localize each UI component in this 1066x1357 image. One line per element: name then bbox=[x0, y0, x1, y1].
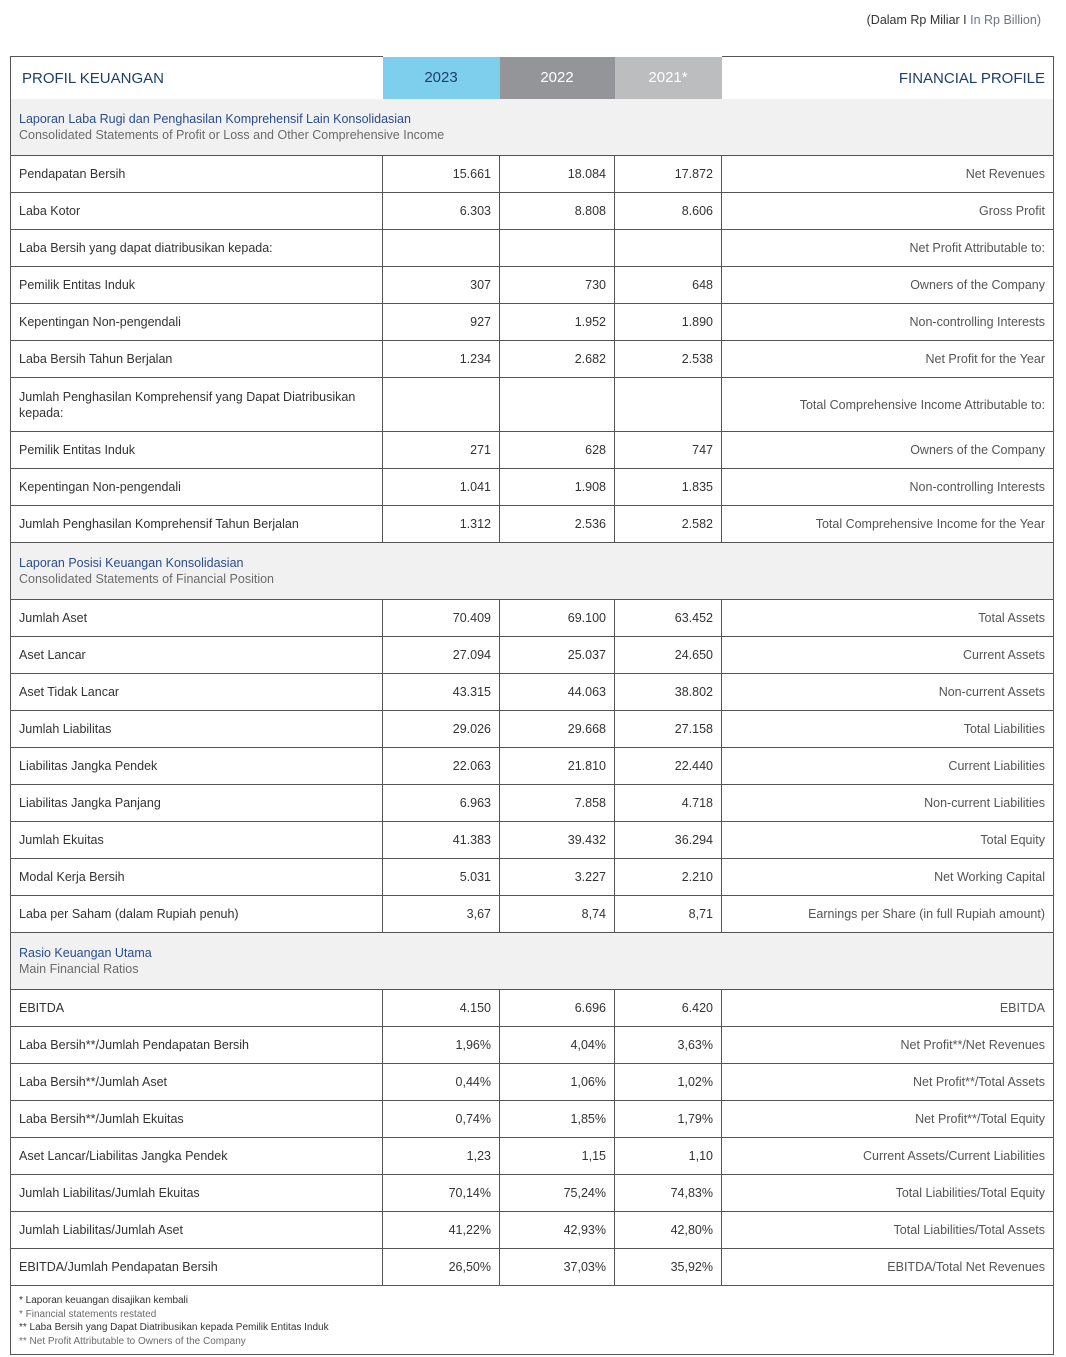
section-title-en: Consolidated Statements of Profit or Loss and Other Comprehensive Income bbox=[19, 128, 445, 142]
row-label-id: Kepentingan Non-pengendali bbox=[11, 469, 383, 506]
row-value-2021: 4.718 bbox=[615, 785, 722, 822]
row-value-2022: 7.858 bbox=[500, 785, 615, 822]
row-label-id: Jumlah Ekuitas bbox=[11, 822, 383, 859]
table-row bbox=[11, 304, 1054, 341]
row-label-id: Liabilitas Jangka Panjang bbox=[11, 785, 383, 822]
table-row bbox=[11, 711, 1054, 748]
footnote-en: * Financial statements restated bbox=[19, 1308, 157, 1320]
section-title-en: Main Financial Ratios bbox=[19, 962, 139, 976]
row-label-en: Total Equity bbox=[722, 822, 1054, 859]
row-value-2021: 74,83% bbox=[615, 1175, 722, 1212]
row-label-id: Pendapatan Bersih bbox=[11, 156, 383, 193]
row-value-2022: 1.908 bbox=[500, 469, 615, 506]
table-row bbox=[11, 267, 1054, 304]
section-title bbox=[11, 543, 1054, 600]
row-value-2021: 1,79% bbox=[615, 1101, 722, 1138]
row-label-en: Owners of the Company bbox=[722, 432, 1054, 469]
footnotes bbox=[11, 1286, 1054, 1355]
row-value-2021: 42,80% bbox=[615, 1212, 722, 1249]
row-value-2022: 69.100 bbox=[500, 600, 615, 637]
row-value-2022: 2.536 bbox=[500, 506, 615, 543]
row-label-id: Jumlah Penghasilan Komprehensif Tahun Berjalan bbox=[11, 506, 383, 543]
footnote-id: ** Laba Bersih yang Dapat Diatribusikan kepada Pemilik Entitas Induk bbox=[19, 1322, 329, 1333]
row-label-id: EBITDA/Jumlah Pendapatan Bersih bbox=[11, 1249, 383, 1286]
row-value-2021: 2.582 bbox=[615, 506, 722, 543]
row-label-en: Net Profit for the Year bbox=[722, 341, 1054, 378]
section-header bbox=[11, 99, 1054, 156]
row-value-2022: 39.432 bbox=[500, 822, 615, 859]
row-label-en: Total Liabilities/Total Equity bbox=[722, 1175, 1054, 1212]
row-value-2023: 1.234 bbox=[383, 341, 500, 378]
row-label-id: Modal Kerja Bersih bbox=[11, 859, 383, 896]
row-value-2022: 1,85% bbox=[500, 1101, 615, 1138]
row-label-en: Current Liabilities bbox=[722, 748, 1054, 785]
row-value-2021: 648 bbox=[615, 267, 722, 304]
table-row bbox=[11, 859, 1054, 896]
row-value-2022: 2.682 bbox=[500, 341, 615, 378]
row-value-2023: 1,96% bbox=[383, 1027, 500, 1064]
table-row bbox=[11, 1212, 1054, 1249]
row-label-en: EBITDA bbox=[722, 990, 1054, 1027]
row-label-en: Non-current Assets bbox=[722, 674, 1054, 711]
row-value-2023: 1.041 bbox=[383, 469, 500, 506]
row-label-en: Total Comprehensive Income Attributable to: bbox=[722, 378, 1054, 432]
table-row bbox=[11, 748, 1054, 785]
row-label-id: Laba Bersih**/Jumlah Ekuitas bbox=[11, 1101, 383, 1138]
table-row bbox=[11, 193, 1054, 230]
unit-note-id: (Dalam Rp Miliar I bbox=[866, 13, 967, 27]
row-value-2021: 35,92% bbox=[615, 1249, 722, 1286]
table-row bbox=[11, 432, 1054, 469]
unit-note bbox=[867, 13, 1041, 27]
table-row bbox=[11, 1138, 1054, 1175]
table-row bbox=[11, 469, 1054, 506]
row-label-en: Total Assets bbox=[722, 600, 1054, 637]
row-value-2021: 1.890 bbox=[615, 304, 722, 341]
section-title-id: Laporan Laba Rugi dan Penghasilan Komprehensif Lain Konsolidasian bbox=[19, 112, 411, 126]
table-row bbox=[11, 600, 1054, 637]
row-value-2022: 75,24% bbox=[500, 1175, 615, 1212]
row-label-en: Owners of the Company bbox=[722, 267, 1054, 304]
row-label-id: Jumlah Liabilitas/Jumlah Aset bbox=[11, 1212, 383, 1249]
row-label-id: Jumlah Liabilitas/Jumlah Ekuitas bbox=[11, 1175, 383, 1212]
row-value-2022: 730 bbox=[500, 267, 615, 304]
row-label-en: Non-current Liabilities bbox=[722, 785, 1054, 822]
table-row bbox=[11, 1101, 1054, 1138]
row-value-2022: 44.063 bbox=[500, 674, 615, 711]
row-label-id: Pemilik Entitas Induk bbox=[11, 432, 383, 469]
row-label-id: Kepentingan Non-pengendali bbox=[11, 304, 383, 341]
row-label-id: Jumlah Aset bbox=[11, 600, 383, 637]
row-value-2023: 27.094 bbox=[383, 637, 500, 674]
row-value-2022: 8,74 bbox=[500, 896, 615, 933]
row-label-id: Liabilitas Jangka Pendek bbox=[11, 748, 383, 785]
row-value-2023: 0,74% bbox=[383, 1101, 500, 1138]
row-value-2022 bbox=[500, 230, 615, 267]
table-row bbox=[11, 896, 1054, 933]
row-value-2023: 6.303 bbox=[383, 193, 500, 230]
row-value-2022: 4,04% bbox=[500, 1027, 615, 1064]
row-label-en: Net Revenues bbox=[722, 156, 1054, 193]
row-value-2023: 41,22% bbox=[383, 1212, 500, 1249]
section-header bbox=[11, 543, 1054, 600]
row-value-2022: 37,03% bbox=[500, 1249, 615, 1286]
table-row bbox=[11, 1027, 1054, 1064]
row-label-en: Total Liabilities/Total Assets bbox=[722, 1212, 1054, 1249]
section-title bbox=[11, 933, 1054, 990]
row-value-2023: 6.963 bbox=[383, 785, 500, 822]
row-value-2021: 8,71 bbox=[615, 896, 722, 933]
row-value-2023: 4.150 bbox=[383, 990, 500, 1027]
row-value-2022 bbox=[500, 378, 615, 432]
row-label-id: Laba Bersih Tahun Berjalan bbox=[11, 341, 383, 378]
header-year-2023: 2023 bbox=[383, 57, 500, 100]
table-header-row bbox=[11, 57, 1054, 100]
table-row bbox=[11, 637, 1054, 674]
row-label-id: Aset Lancar/Liabilitas Jangka Pendek bbox=[11, 1138, 383, 1175]
row-value-2023: 70.409 bbox=[383, 600, 500, 637]
header-year-2021: 2021* bbox=[615, 57, 722, 100]
table-row bbox=[11, 506, 1054, 543]
row-value-2023: 927 bbox=[383, 304, 500, 341]
section-title-id: Laporan Posisi Keuangan Konsolidasian bbox=[19, 556, 244, 570]
row-value-2022: 25.037 bbox=[500, 637, 615, 674]
row-value-2022: 21.810 bbox=[500, 748, 615, 785]
table-row bbox=[11, 230, 1054, 267]
row-label-en: Current Assets bbox=[722, 637, 1054, 674]
row-value-2023: 5.031 bbox=[383, 859, 500, 896]
row-value-2023 bbox=[383, 230, 500, 267]
row-label-id: Laba Kotor bbox=[11, 193, 383, 230]
row-value-2021: 2.538 bbox=[615, 341, 722, 378]
table-row bbox=[11, 785, 1054, 822]
row-value-2023: 43.315 bbox=[383, 674, 500, 711]
section-title bbox=[11, 99, 1054, 156]
row-value-2022: 3.227 bbox=[500, 859, 615, 896]
row-label-id: EBITDA bbox=[11, 990, 383, 1027]
row-label-en: Non-controlling Interests bbox=[722, 469, 1054, 506]
row-value-2022: 18.084 bbox=[500, 156, 615, 193]
row-value-2023: 1.312 bbox=[383, 506, 500, 543]
row-value-2023: 70,14% bbox=[383, 1175, 500, 1212]
table-row bbox=[11, 822, 1054, 859]
row-label-id: Pemilik Entitas Induk bbox=[11, 267, 383, 304]
row-value-2021: 1.835 bbox=[615, 469, 722, 506]
section-title-id: Rasio Keuangan Utama bbox=[19, 946, 152, 960]
row-label-id: Jumlah Liabilitas bbox=[11, 711, 383, 748]
table-row bbox=[11, 1175, 1054, 1212]
row-value-2021: 17.872 bbox=[615, 156, 722, 193]
table-row bbox=[11, 156, 1054, 193]
row-value-2021: 22.440 bbox=[615, 748, 722, 785]
row-value-2021: 27.158 bbox=[615, 711, 722, 748]
row-label-id: Laba per Saham (dalam Rupiah penuh) bbox=[11, 896, 383, 933]
row-value-2022: 8.808 bbox=[500, 193, 615, 230]
row-value-2023 bbox=[383, 378, 500, 432]
row-value-2023: 307 bbox=[383, 267, 500, 304]
row-label-en: EBITDA/Total Net Revenues bbox=[722, 1249, 1054, 1286]
row-label-en: Current Assets/Current Liabilities bbox=[722, 1138, 1054, 1175]
section-header bbox=[11, 933, 1054, 990]
table-row bbox=[11, 990, 1054, 1027]
footnote-id: * Laporan keuangan disajikan kembali bbox=[19, 1295, 189, 1306]
row-value-2021: 3,63% bbox=[615, 1027, 722, 1064]
row-value-2021 bbox=[615, 230, 722, 267]
row-label-en: Net Profit**/Total Assets bbox=[722, 1064, 1054, 1101]
row-value-2023: 1,23 bbox=[383, 1138, 500, 1175]
header-label-id: PROFIL KEUANGAN bbox=[11, 57, 383, 100]
row-value-2021: 8.606 bbox=[615, 193, 722, 230]
row-value-2021: 36.294 bbox=[615, 822, 722, 859]
row-value-2021: 1,02% bbox=[615, 1064, 722, 1101]
row-value-2022: 1,15 bbox=[500, 1138, 615, 1175]
row-label-id: Aset Tidak Lancar bbox=[11, 674, 383, 711]
row-label-en: Total Comprehensive Income for the Year bbox=[722, 506, 1054, 543]
row-label-id: Laba Bersih yang dapat diatribusikan kepada: bbox=[11, 230, 383, 267]
table-row bbox=[11, 674, 1054, 711]
row-value-2023: 271 bbox=[383, 432, 500, 469]
row-label-en: Non-controlling Interests bbox=[722, 304, 1054, 341]
row-value-2023: 0,44% bbox=[383, 1064, 500, 1101]
row-label-en: Net Profit**/Total Equity bbox=[722, 1101, 1054, 1138]
row-value-2023: 29.026 bbox=[383, 711, 500, 748]
row-value-2021: 63.452 bbox=[615, 600, 722, 637]
section-title-en: Consolidated Statements of Financial Position bbox=[19, 572, 275, 586]
header-label-en: FINANCIAL PROFILE bbox=[722, 57, 1054, 100]
row-label-id: Laba Bersih**/Jumlah Aset bbox=[11, 1064, 383, 1101]
row-label-en: Earnings per Share (in full Rupiah amount) bbox=[722, 896, 1054, 933]
row-value-2023: 15.661 bbox=[383, 156, 500, 193]
row-value-2021 bbox=[615, 378, 722, 432]
header-year-2022: 2022 bbox=[500, 57, 615, 100]
footnotes-row bbox=[11, 1286, 1054, 1355]
unit-note-en: In Rp Billion) bbox=[970, 13, 1041, 27]
row-value-2023: 26,50% bbox=[383, 1249, 500, 1286]
row-label-id: Laba Bersih**/Jumlah Pendapatan Bersih bbox=[11, 1027, 383, 1064]
row-value-2022: 29.668 bbox=[500, 711, 615, 748]
row-value-2021: 747 bbox=[615, 432, 722, 469]
row-value-2021: 38.802 bbox=[615, 674, 722, 711]
row-value-2021: 2.210 bbox=[615, 859, 722, 896]
footnote-en: ** Net Profit Attributable to Owners of the Company bbox=[19, 1335, 246, 1347]
row-value-2022: 42,93% bbox=[500, 1212, 615, 1249]
row-value-2022: 1,06% bbox=[500, 1064, 615, 1101]
row-label-en: Net Profit**/Net Revenues bbox=[722, 1027, 1054, 1064]
table-row bbox=[11, 378, 1054, 432]
row-label-id: Aset Lancar bbox=[11, 637, 383, 674]
row-label-en: Net Profit Attributable to: bbox=[722, 230, 1054, 267]
financial-profile-table bbox=[10, 56, 1054, 1355]
row-value-2023: 3,67 bbox=[383, 896, 500, 933]
row-value-2022: 628 bbox=[500, 432, 615, 469]
table-row bbox=[11, 341, 1054, 378]
row-label-en: Net Working Capital bbox=[722, 859, 1054, 896]
table-row bbox=[11, 1249, 1054, 1286]
row-label-en: Total Liabilities bbox=[722, 711, 1054, 748]
row-value-2021: 6.420 bbox=[615, 990, 722, 1027]
row-value-2021: 1,10 bbox=[615, 1138, 722, 1175]
row-value-2023: 41.383 bbox=[383, 822, 500, 859]
row-value-2023: 22.063 bbox=[383, 748, 500, 785]
row-value-2022: 6.696 bbox=[500, 990, 615, 1027]
row-label-en: Gross Profit bbox=[722, 193, 1054, 230]
row-value-2022: 1.952 bbox=[500, 304, 615, 341]
table-row bbox=[11, 1064, 1054, 1101]
row-value-2021: 24.650 bbox=[615, 637, 722, 674]
row-label-id: Jumlah Penghasilan Komprehensif yang Dapat Diatribusikan kepada: bbox=[11, 378, 383, 432]
